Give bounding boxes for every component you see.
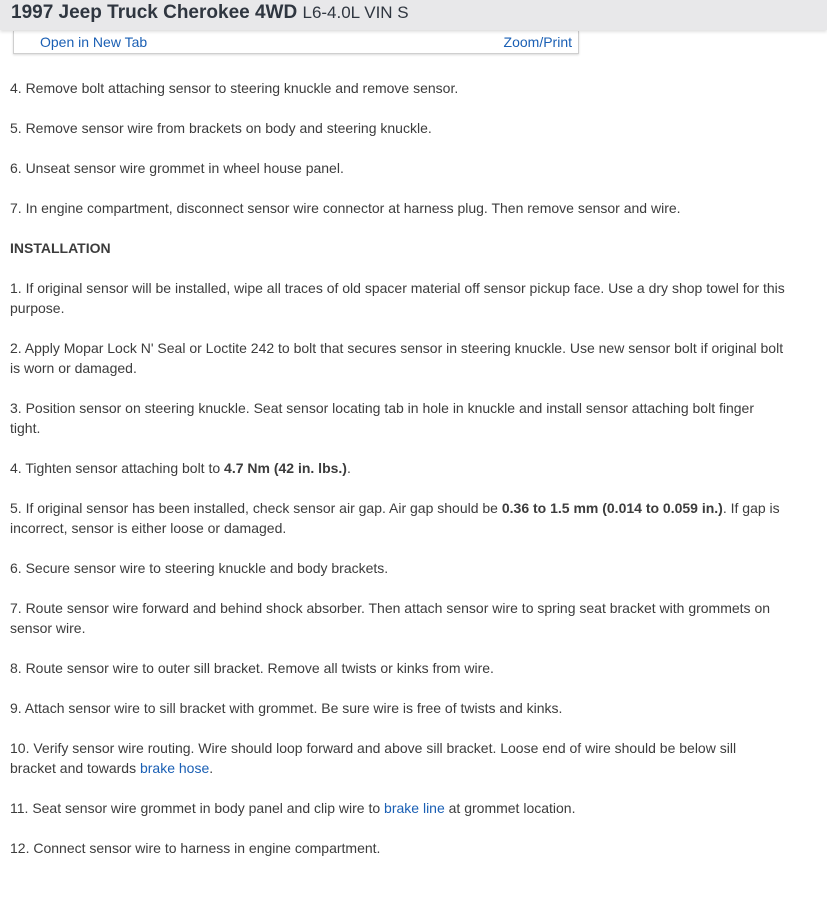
step-text: 11. Seat sensor wire grommet in body panel and clip wire to [10, 800, 385, 816]
step-text: 3. Position sensor on steering knuckle. Seat sensor locating tab in hole in knuckle and install sensor attaching bolt finger tight. [10, 400, 754, 436]
step-text: 4. Remove bolt attaching sensor to steering knuckle and remove sensor. [10, 80, 459, 96]
page-header [0, 0, 827, 30]
procedure-step [10, 558, 785, 578]
procedure-step [10, 798, 785, 818]
procedure-step [10, 338, 785, 378]
procedure-step [10, 598, 785, 638]
procedure-step [10, 738, 785, 778]
vehicle-title: 1997 Jeep Truck Cherokee 4WD [11, 2, 298, 23]
procedure-step [10, 398, 785, 438]
step-text: . [209, 760, 214, 776]
procedure-step [10, 458, 785, 478]
removal-steps [10, 78, 785, 218]
installation-heading: INSTALLATION [10, 240, 111, 256]
step-text: 9. Attach sensor wire to sill bracket with grommet. Be sure wire is free of twists and kinks. [10, 700, 563, 716]
step-text: at grommet location. [444, 800, 576, 816]
glossary-link[interactable]: brake line [384, 800, 445, 816]
procedure-step [10, 498, 785, 538]
procedure-step [10, 658, 785, 678]
step-text: . [346, 460, 351, 476]
procedure-step [10, 838, 785, 858]
document-toolbar [13, 31, 579, 54]
procedure-step [10, 198, 785, 218]
step-text: 7. In engine compartment, disconnect sensor wire connector at harness plug. Then remove sensor and wire. [10, 200, 681, 216]
step-text: 5. If original sensor has been installed, check sensor air gap. Air gap should be [10, 500, 502, 516]
glossary-link[interactable]: brake hose [139, 760, 210, 776]
procedure-step [10, 78, 785, 98]
procedure-step [10, 118, 785, 138]
step-text: 10. Verify sensor wire routing. Wire should loop forward and above sill bracket. Loose end of wire should be below sill bracket and towards [10, 740, 737, 776]
step-text: 6. Secure sensor wire to steering knuckle and body brackets. [10, 560, 389, 576]
procedure-step [10, 278, 785, 318]
open-in-new-tab-link[interactable]: Open in New Tab [40, 34, 148, 50]
procedure-content [10, 78, 785, 878]
step-text: . If gap is incorrect, sensor is either loose or damaged. [10, 500, 780, 536]
step-text: 8. Route sensor wire to outer sill bracket. Remove all twists or kinks from wire. [10, 660, 494, 676]
engine-subtitle: L6-4.0L VIN S [302, 3, 409, 22]
page-title [11, 2, 409, 24]
step-text: 4. Tighten sensor attaching bolt to [10, 460, 225, 476]
step-text: 1. If original sensor will be installed, wipe all traces of old spacer material off sensor pickup face. Use a dry shop towel for this purpose. [10, 280, 785, 316]
installation-steps [10, 278, 785, 858]
spec-value: 0.36 to 1.5 mm (0.014 to 0.059 in.) [501, 500, 723, 516]
procedure-step [10, 158, 785, 178]
step-text: 5. Remove sensor wire from brackets on body and steering knuckle. [10, 120, 432, 136]
step-text: 12. Connect sensor wire to harness in engine compartment. [10, 840, 381, 856]
procedure-step [10, 698, 785, 718]
spec-value: 4.7 Nm (42 in. lbs.) [224, 460, 347, 476]
zoom-print-link[interactable]: Zoom/Print [503, 34, 572, 50]
step-text: 6. Unseat sensor wire grommet in wheel house panel. [10, 160, 344, 176]
step-text: 2. Apply Mopar Lock N' Seal or Loctite 242 to bolt that secures sensor in steering knuckle. Use new sensor bolt if original bolt is worn or damaged. [10, 340, 784, 376]
step-text: 7. Route sensor wire forward and behind shock absorber. Then attach sensor wire to spring seat bracket with grommets on sensor wire. [10, 600, 771, 636]
